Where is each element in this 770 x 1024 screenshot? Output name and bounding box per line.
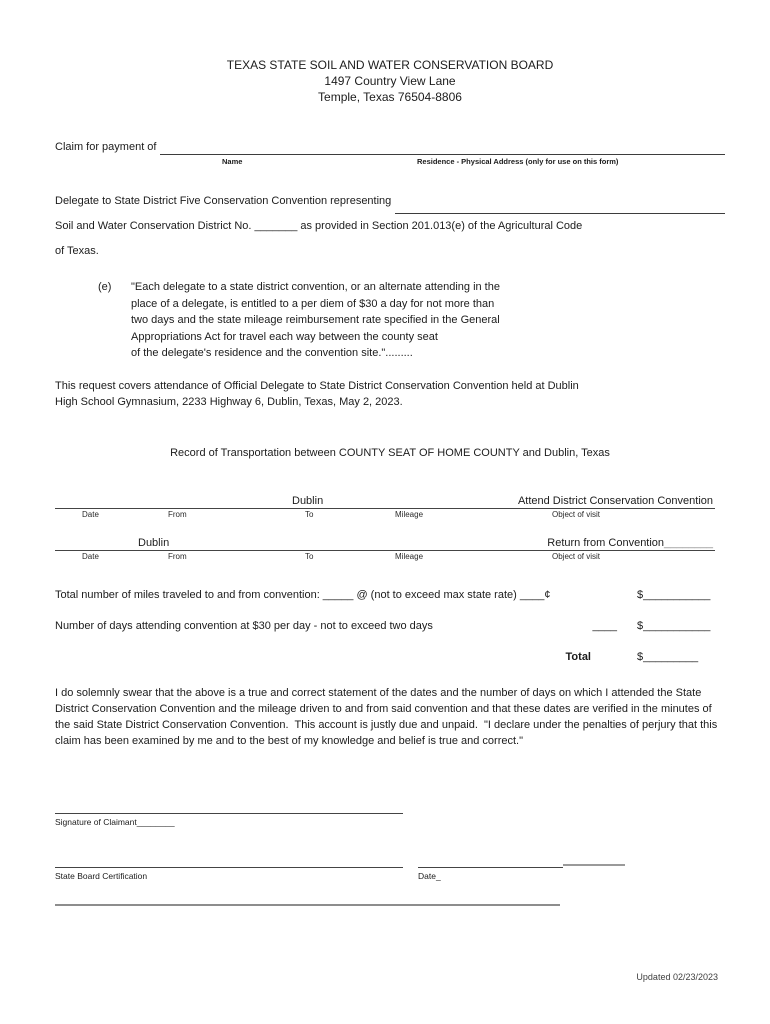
return-object-value	[547, 536, 713, 551]
statute-line: of the delegate's residence and the convention site.".........	[131, 347, 413, 359]
totals-section	[55, 588, 725, 665]
request-paragraph	[55, 378, 725, 410]
oath-paragraph: I do solemnly swear that the above is a true and correct statement of the dates and the number of days on which I attended the State District Conservation Convention and the mileage driven to and from said convention and that these dates are verified in the minutes of the said State District Conservation Convention. This account is justly due and unpaid. "I declare under the penalties of perjury that this claim has been examined by me and to the best of my knowledge and belief is true and correct."	[55, 686, 721, 747]
certification-labels	[55, 870, 725, 882]
miles-row	[55, 588, 725, 603]
return-from-value: Dublin	[138, 536, 170, 549]
updated-date: Updated 02/23/2023	[636, 972, 718, 982]
statute-text	[131, 279, 500, 362]
date-line-dark-segment	[418, 857, 563, 868]
return-object-text: Return from Convention	[547, 536, 665, 549]
to-column-label: To	[305, 509, 314, 519]
signature-section	[55, 803, 725, 828]
mileage-column-label: Mileage	[395, 551, 424, 561]
certification-section	[55, 854, 725, 906]
statute-marker: (e)	[98, 281, 112, 293]
delegate-paragraph	[55, 189, 725, 264]
transport-column-labels	[55, 551, 715, 562]
request-line2: High School Gymnasium, 2233 Highway 6, Dublin, Texas, May 2, 2023.	[55, 395, 403, 408]
transportation-table	[55, 495, 715, 562]
bottom-rule-line	[55, 898, 560, 906]
statute-line: Appropriations Act for travel each way between the county seat	[131, 330, 438, 343]
total-label: Total	[565, 650, 591, 663]
statute-quote	[55, 279, 725, 362]
record-heading: Record of Transportation between COUNTY SEAT OF HOME COUNTY and Dublin, Texas	[170, 446, 610, 459]
days-amount-blank[interactable]: $___________	[637, 619, 711, 632]
mileage-column-label: Mileage	[395, 509, 424, 519]
claim-name-line[interactable]	[160, 142, 725, 155]
from-column-label: From	[168, 551, 187, 561]
days-count-blank[interactable]: ____	[592, 619, 617, 632]
object-column-label: Object of visit	[552, 551, 601, 561]
miles-text: Total number of miles traveled to and from convention: _____ @ (not to exceed max state rate) ____¢	[55, 588, 551, 601]
org-address-line1: 1497 Country View Lane	[324, 74, 456, 88]
total-amount-blank[interactable]: $_________	[637, 650, 699, 663]
name-label: Name	[222, 157, 243, 166]
statute-line: place of a delegate, is entitled to a per diem of $30 a day for not more than	[131, 297, 495, 310]
outbound-to-value: Dublin	[292, 494, 324, 507]
miles-amount-blank[interactable]: $___________	[637, 588, 711, 601]
signature-line[interactable]	[55, 803, 403, 814]
date-column-label: Date	[82, 509, 99, 519]
return-object-blank[interactable]: ________	[664, 536, 713, 549]
delegate-line3: of Texas.	[55, 245, 99, 257]
certification-line[interactable]	[55, 857, 403, 868]
from-column-label: From	[168, 509, 187, 519]
residence-label: Residence - Physical Address (only for use on this form)	[417, 157, 619, 166]
request-line1: This request covers attendance of Official Delegate to State District Conservation Convention held at Dublin	[55, 379, 579, 392]
certification-label: State Board Certification	[55, 870, 148, 881]
org-title: TEXAS STATE SOIL AND WATER CONSERVATION BOARD	[226, 58, 554, 72]
signature-label: Signature of Claimant________	[55, 816, 175, 827]
claim-sub-labels	[55, 156, 725, 169]
statute-line: "Each delegate to a state district convention, or an alternate attending in the	[131, 281, 500, 293]
delegate-line1	[55, 189, 725, 214]
representing-line[interactable]	[395, 201, 725, 214]
days-text: Number of days attending convention at $30 per day - not to exceed two days	[55, 619, 433, 632]
date-column-label: Date	[82, 551, 99, 561]
transport-row-outbound[interactable]	[55, 495, 715, 509]
object-column-label: Object of visit	[552, 509, 601, 519]
to-column-label: To	[305, 551, 314, 561]
transport-row-return[interactable]	[55, 537, 715, 551]
claim-label: Claim for payment of	[55, 141, 157, 153]
date-line-gray-segment	[563, 854, 625, 866]
date-line[interactable]	[418, 854, 625, 868]
org-address-line2: Temple, Texas 76504-8806	[318, 90, 462, 104]
outbound-object-value: Attend District Conservation Convention	[517, 494, 713, 507]
days-row	[55, 619, 725, 634]
claim-row	[55, 140, 725, 155]
date-label: Date_	[418, 870, 441, 881]
certification-lines	[55, 854, 725, 868]
form-header	[55, 57, 725, 105]
statute-line: two days and the state mileage reimbursement rate specified in the General	[131, 314, 500, 326]
delegate-line1-text: Delegate to State District Five Conservation Convention representing	[55, 195, 392, 207]
total-row	[55, 650, 725, 665]
transport-column-labels	[55, 509, 715, 520]
delegate-line2: Soil and Water Conservation District No. _______ as provided in Section 201.013(e) of the Agricultural Code	[55, 220, 583, 232]
